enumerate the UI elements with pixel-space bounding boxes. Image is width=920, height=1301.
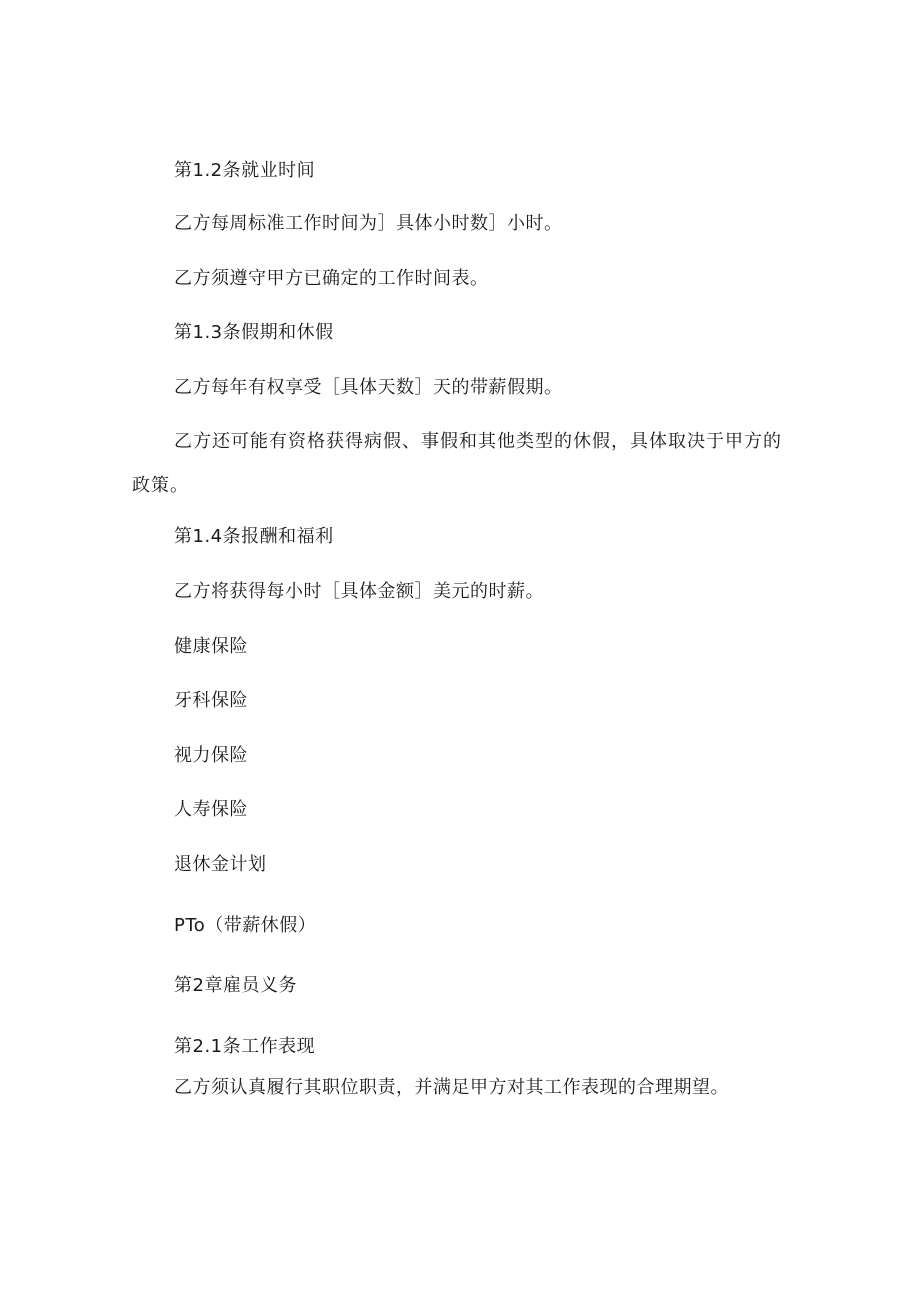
paragraph: 乙方每周标准工作时间为］具体小时数］小时。 (174, 213, 563, 234)
section-heading-1-2: 第1.2条就业时间 (174, 160, 316, 181)
list-item: PTo（带薪休假） (174, 915, 317, 936)
chapter-heading-2: 第2章雇员义务 (174, 975, 297, 996)
list-item: 视力保险 (174, 745, 248, 766)
paragraph: 乙方将获得每小时［具体金额］美元的时薪。 (174, 581, 544, 602)
paragraph: 乙方每年有权享受［具体天数］天的带薪假期。 (174, 377, 563, 398)
paragraph: 乙方还可能有资格获得病假、事假和其他类型的休假，具体取决于甲方的政策。 (132, 431, 782, 496)
list-item: 牙科保险 (174, 690, 248, 711)
section-heading-1-3: 第1.3条假期和休假 (174, 322, 334, 343)
list-item: 退休金计划 (174, 854, 267, 875)
paragraph: 乙方须认真履行其职位职责，并满足甲方对其工作表现的合理期望。 (174, 1077, 729, 1098)
paragraph: 乙方须遵守甲方已确定的工作时间表。 (174, 268, 489, 289)
list-item: 健康保险 (174, 636, 248, 657)
section-heading-1-4: 第1.4条报酬和福利 (174, 526, 334, 547)
list-item: 人寿保险 (174, 799, 248, 820)
section-heading-2-1: 第2.1条工作表现 (174, 1036, 316, 1057)
